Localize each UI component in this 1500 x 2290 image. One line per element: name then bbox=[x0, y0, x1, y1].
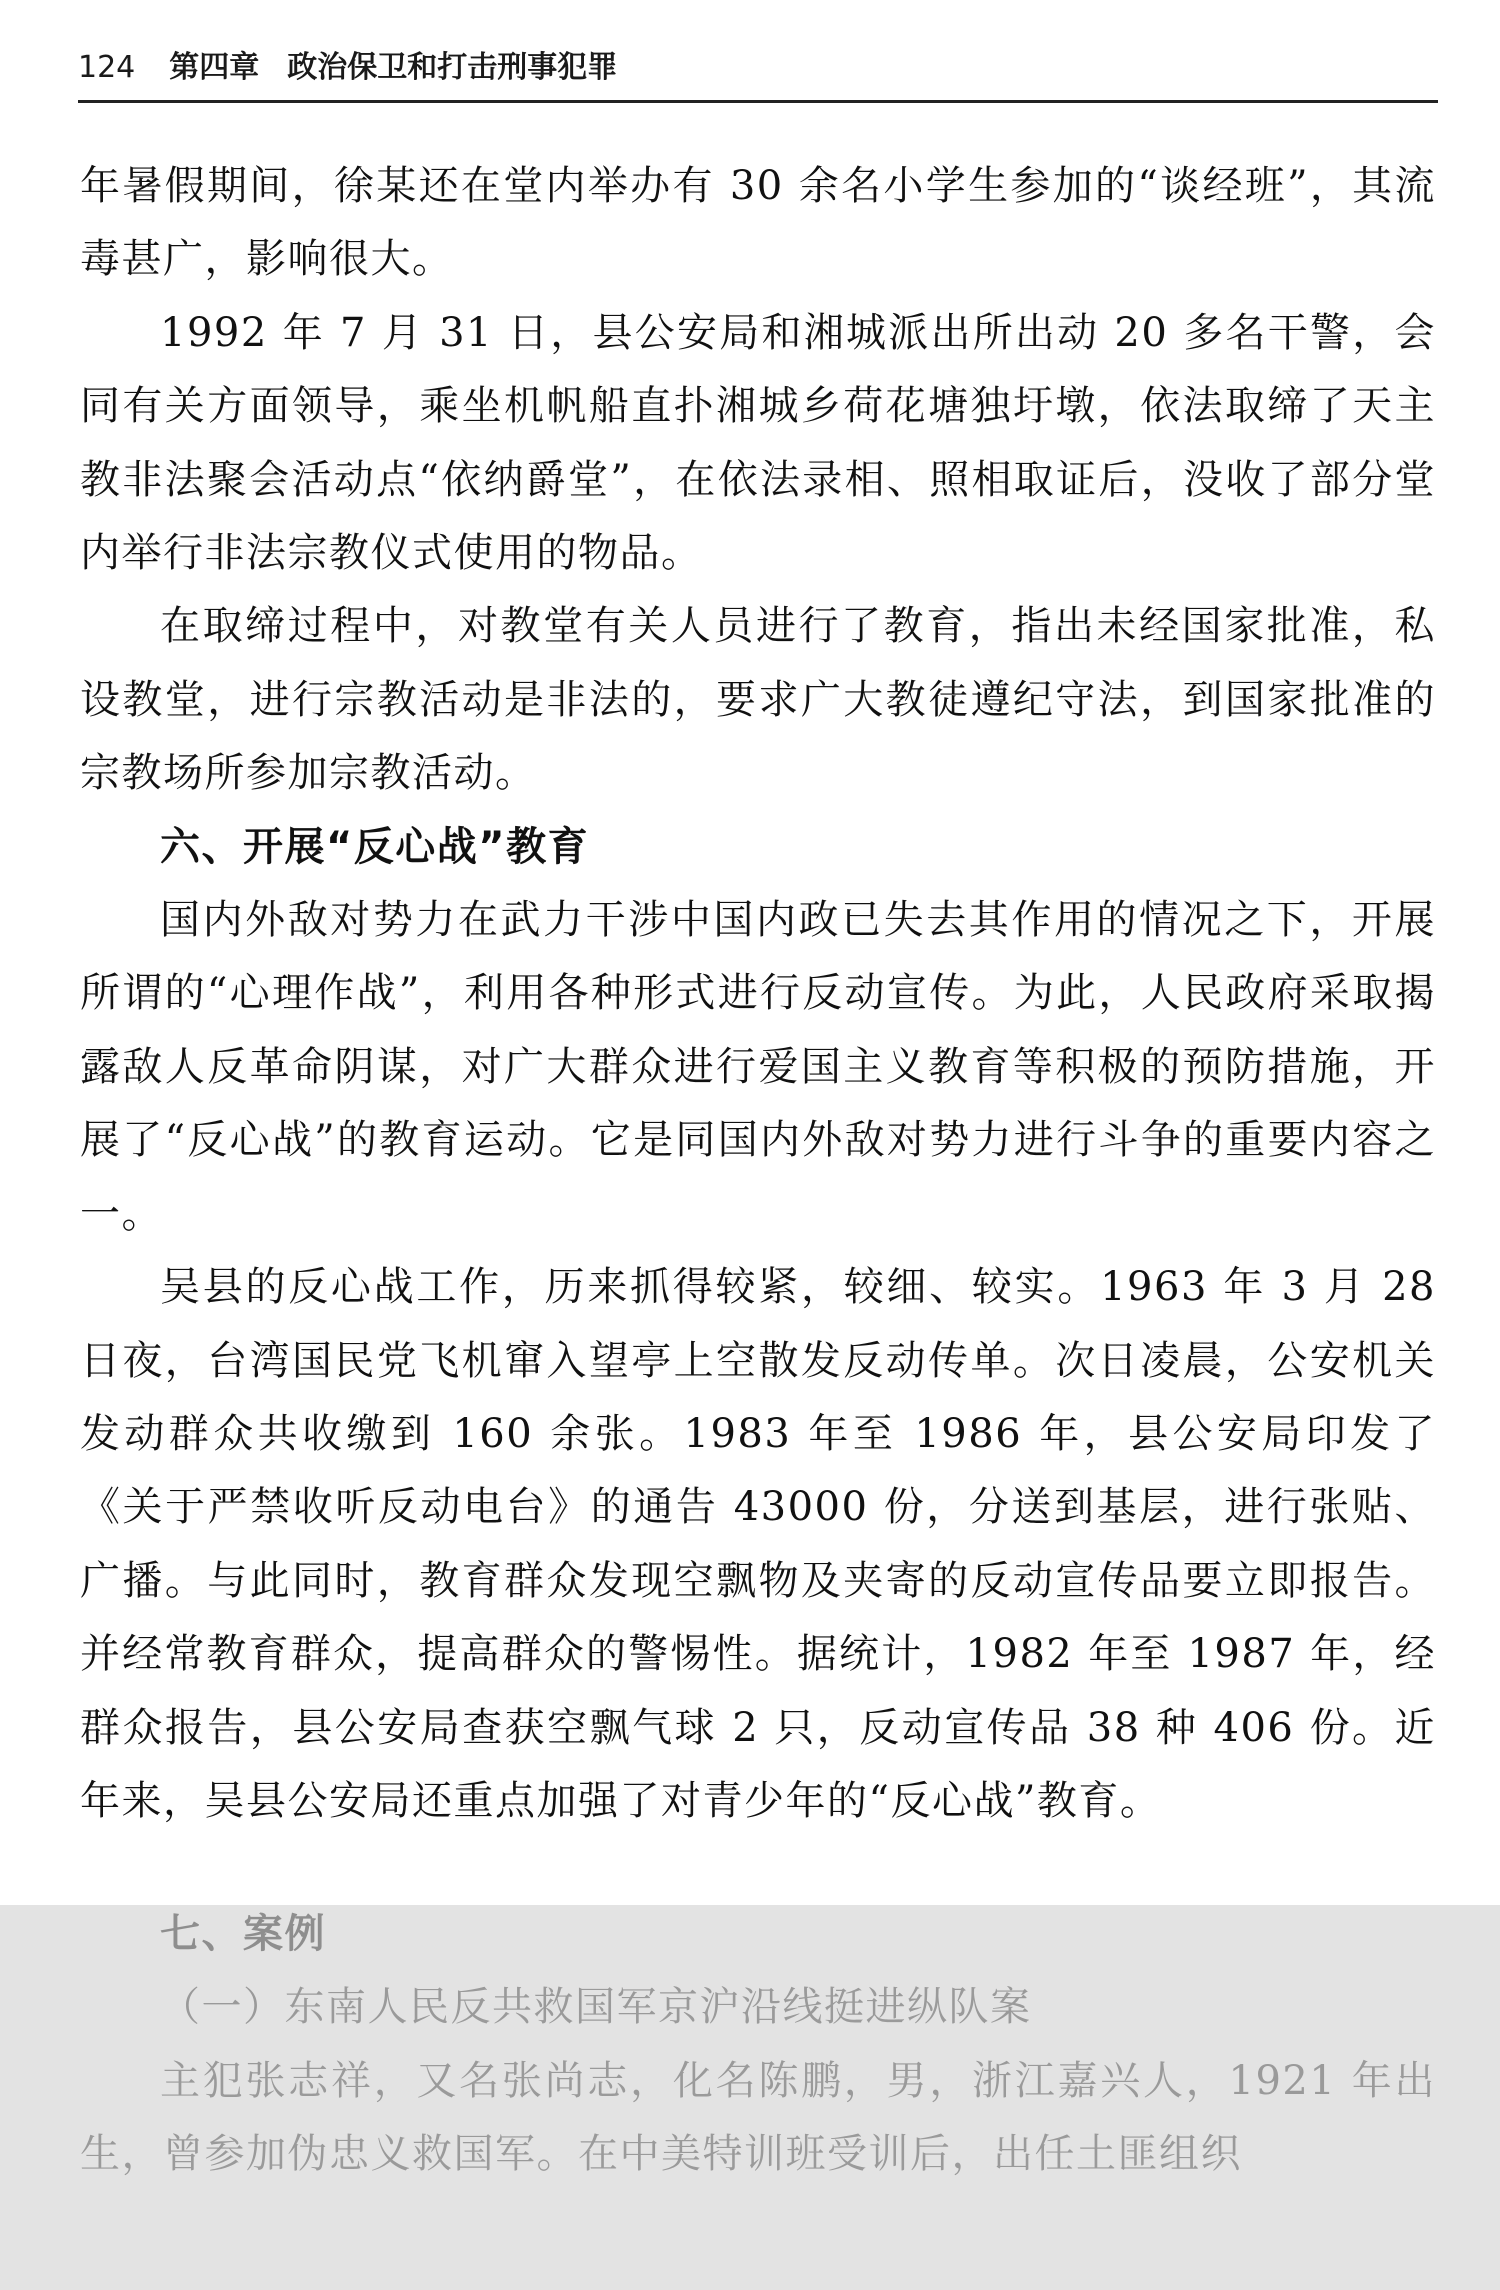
faded-text-block bbox=[80, 1898, 1436, 2192]
section-heading-7: 七、案例 bbox=[160, 1911, 326, 1957]
chapter-label: 第四章 bbox=[169, 50, 260, 85]
paragraph-education: 在取缔过程中，对教堂有关人员进行了教育，指出未经国家批准，私设教堂，进行宗教活动是非法的，要求广大教徒遵纪守法，到国家批准的宗教场所参加宗教活动。 bbox=[80, 603, 1436, 797]
subsection-heading-case-1: （一）东南人民反共救国军京沪沿线挺进纵队案 bbox=[160, 1984, 1032, 2031]
paragraph-wuxian-work: 吴县的反心战工作，历来抓得较紧，较细、较实。1963 年 3 月 28 日夜，台湾国民党飞机窜入望亭上空散发反动传单。次日凌晨，公安机关发动群众共收缴到 160 余张。1983 年至 1986 年，县公安局印发了《关于严禁收听反动电台》的通告 43000 份，分送到基层，进行张贴、广播。与此同时，教育群众发现空飘物及夹寄的反动宣传品要立即报告。并经常教育群众，提高群众的警惕性。据统计，1982 年至 1987 年，经群众报告，县公安局查获空飘气球 2 只，反动宣传品 38 种 406 份。近年来，吴县公安局还重点加强了对青少年的“反心战”教育。 bbox=[80, 1264, 1436, 1824]
running-head bbox=[78, 42, 617, 90]
paragraph-1992-raid: 1992 年 7 月 31 日，县公安局和湘城派出所出动 20 多名干警，会同有关方面领导，乘坐机帆船直扑湘城乡荷花塘独圩墩，依法取缔了天主教非法聚会活动点“依纳爵堂”，在依法录相、照相取证后，没收了部分堂内举行非法宗教仪式使用的物品。 bbox=[80, 309, 1436, 577]
chapter-title: 政治保卫和打击刑事犯罪 bbox=[287, 50, 618, 85]
paragraph-case-1: 主犯张志祥，又名张尚志，化名陈鹏，男，浙江嘉兴人，1921 年出生，曾参加伪忠义救国军。在中美特训班受训后，出任土匪组织 bbox=[80, 2057, 1436, 2178]
paragraph-continued: 年暑假期间，徐某还在堂内举办有 30 余名小学生参加的“谈经班”，其流毒甚广，影响很大。 bbox=[80, 163, 1436, 283]
section-heading-6: 六、开展“反心战”教育 bbox=[160, 823, 590, 870]
header-rule bbox=[78, 100, 1438, 103]
page-number: 124 bbox=[78, 50, 136, 85]
body-text bbox=[80, 150, 1436, 1838]
paragraph-psywar-intro: 国内外敌对势力在武力干涉中国内政已失去其作用的情况之下，开展所谓的“心理作战”，利用各种形式进行反动宣传。为此，人民政府采取揭露敌人反革命阴谋，对广大群众进行爱国主义教育等积极的预防措施，开展了“反心战”的教育运动。它是同国内外敌对势力进行斗争的重要内容之一。 bbox=[80, 897, 1436, 1237]
